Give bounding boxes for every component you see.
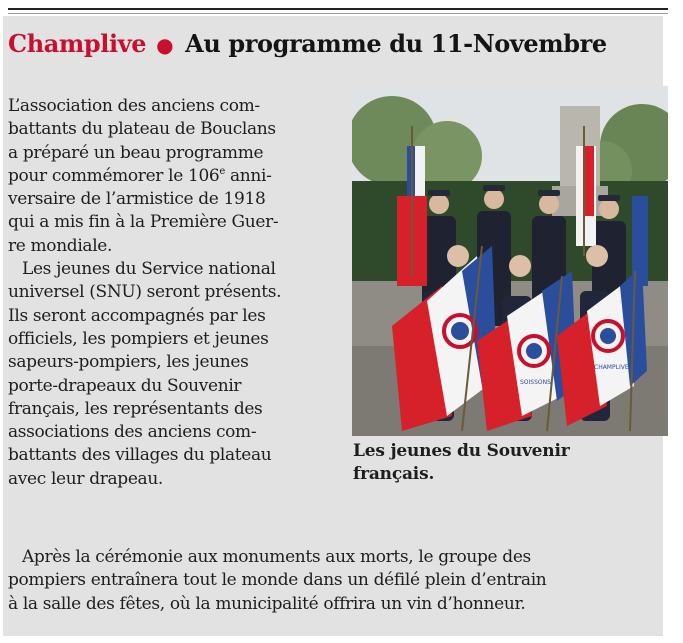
caption-line: français. <box>353 464 435 484</box>
bullet-separator: ● <box>156 33 174 57</box>
text-line: à la salle des fêtes, où la municipalité offrira un vin d’honneur. <box>8 593 526 614</box>
text-line: porte-drapeaux du Souvenir <box>8 375 242 396</box>
article-photo <box>352 86 668 436</box>
text-line: Les jeunes du Service national <box>22 259 276 280</box>
photo-illustration <box>352 86 668 436</box>
superscript: e <box>219 165 225 177</box>
text-line: Ils seront accompagnés par les <box>8 305 266 326</box>
text-line: versaire de l’armistice de 1918 <box>8 189 266 210</box>
text-line: universel (SNU) seront présents. <box>8 282 282 303</box>
text-line: qui a mis fin à la Première Guer- <box>8 212 279 233</box>
headline <box>8 30 607 59</box>
text-line: re mondiale. <box>8 235 113 256</box>
article-column <box>8 95 348 491</box>
caption-line: Les jeunes du Souvenir <box>353 441 570 461</box>
text-fragment: anni- <box>224 165 272 186</box>
text-line: associations des anciens com- <box>8 422 257 443</box>
photo-caption <box>353 440 663 486</box>
top-thin-rule <box>8 13 668 14</box>
text-line: a préparé un beau programme <box>8 142 264 163</box>
text-line: officiels, les pompiers et jeunes <box>8 328 269 349</box>
text-line: français, les représentants des <box>8 398 263 419</box>
flag-text: SOISSONS <box>520 379 551 386</box>
text-line: battants des villages du plateau <box>8 445 272 466</box>
text-line: battants du plateau de Bouclans <box>8 119 276 140</box>
text-line: L’association des anciens com- <box>8 96 260 116</box>
flag-text: CHAMPLIVE <box>594 364 629 371</box>
text-line: Après la cérémonie aux monuments aux morts, le groupe des <box>22 547 531 567</box>
headline-kicker: Champlive <box>8 29 147 58</box>
text-line: pompiers entraînera tout le monde dans un défilé plein d’entrain <box>8 570 547 591</box>
text-line: sapeurs-pompiers, les jeunes <box>8 352 249 373</box>
top-rule <box>8 8 668 10</box>
article-closing-paragraph <box>8 546 668 616</box>
text-line <box>8 165 348 188</box>
text-line: avec leur drapeau. <box>8 468 163 489</box>
text-fragment: pour commémorer le 106 <box>8 165 220 186</box>
headline-title: Au programme du 11-Novembre <box>185 29 607 58</box>
